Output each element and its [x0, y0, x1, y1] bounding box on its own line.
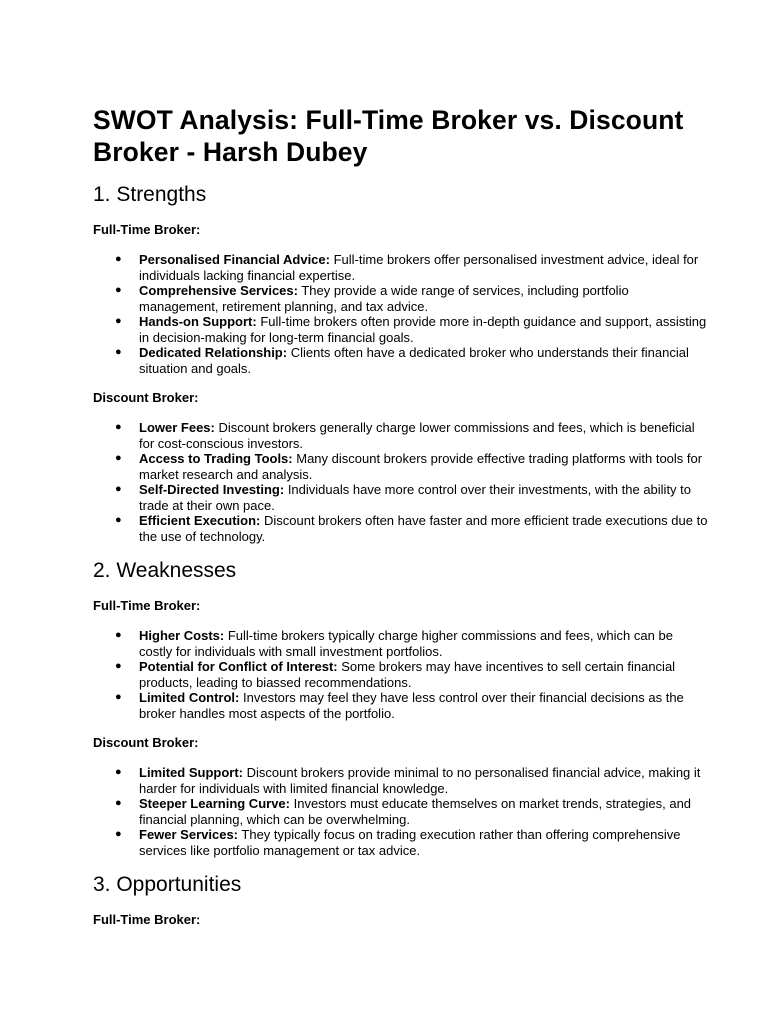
item-text: They typically focus on trading execution rather than offering comprehensive services like portfolio management or tax advice. [139, 827, 681, 858]
item-text: Investors may feel they have less control over their financial decisions as the broker handles most aspects of the portfolio. [139, 690, 684, 721]
item-text: Clients often have a dedicated broker who understands their financial situation and goals. [139, 345, 689, 376]
item-term: Steeper Learning Curve: [139, 796, 290, 811]
bullet-icon: ● [115, 253, 122, 265]
bullet-icon: ● [115, 483, 122, 495]
bullet-list [93, 765, 708, 858]
bullet-icon: ● [115, 766, 122, 778]
list-item [93, 796, 708, 827]
bullet-icon: ● [115, 797, 122, 809]
item-text: Investors must educate themselves on market trends, strategies, and financial planning, which can be overwhelming. [139, 796, 692, 827]
bullet-icon: ● [115, 284, 122, 296]
item-term: Fewer Services: [139, 827, 239, 842]
bullet-icon: ● [115, 629, 122, 641]
section-heading-strengths: 1. Strengths [93, 183, 207, 206]
list-item [93, 765, 708, 796]
item-text: Discount brokers generally charge lower commissions and fees, which is beneficial for cost-conscious investors. [139, 420, 695, 451]
group-label: Discount Broker: [93, 735, 199, 750]
item-text: Full-time brokers often provide more in-depth guidance and support, assisting in decision-making for long-term financial goals. [139, 314, 707, 345]
section-heading-weaknesses: 2. Weaknesses [93, 559, 237, 582]
group-label: Full-Time Broker: [93, 222, 201, 237]
bullet-icon: ● [115, 691, 122, 703]
document-title: SWOT Analysis: Full-Time Broker vs. Discount Broker - Harsh Dubey [93, 105, 684, 167]
bullet-list [93, 420, 708, 544]
bullet-icon: ● [115, 346, 122, 358]
item-text: Full-time brokers offer personalised investment advice, ideal for individuals lacking financial expertise. [139, 252, 699, 283]
group-label: Full-Time Broker: [93, 912, 201, 927]
item-text: They provide a wide range of services, including portfolio management, retirement planning, and tax advice. [139, 283, 629, 314]
list-item [93, 420, 708, 451]
list-item [93, 628, 708, 659]
bullet-icon: ● [115, 452, 122, 464]
bullet-list [93, 628, 708, 721]
list-item [93, 827, 708, 858]
list-item [93, 345, 708, 376]
item-term: Potential for Conflict of Interest: [139, 659, 338, 674]
group-label: Full-Time Broker: [93, 598, 201, 613]
bullet-list [93, 252, 708, 376]
list-item [93, 482, 708, 513]
item-term: Higher Costs: [139, 628, 225, 643]
bullet-icon: ● [115, 421, 122, 433]
section-heading-opportunities: 3. Opportunities [93, 873, 242, 896]
list-item [93, 659, 708, 690]
item-term: Hands-on Support: [139, 314, 257, 329]
item-text: Many discount brokers provide effective trading platforms with tools for market research and analysis. [139, 451, 703, 482]
bullet-icon: ● [115, 315, 122, 327]
item-term: Efficient Execution: [139, 513, 261, 528]
item-term: Personalised Financial Advice: [139, 252, 330, 267]
list-item [93, 314, 708, 345]
list-item [93, 513, 708, 544]
group-label: Discount Broker: [93, 390, 199, 405]
item-text: Some brokers may have incentives to sell certain financial products, leading to biassed recommendations. [139, 659, 676, 690]
list-item [93, 451, 708, 482]
item-term: Comprehensive Services: [139, 283, 298, 298]
item-term: Self-Directed Investing: [139, 482, 285, 497]
item-term: Lower Fees: [139, 420, 215, 435]
item-term: Dedicated Relationship: [139, 345, 288, 360]
item-term: Access to Trading Tools: [139, 451, 293, 466]
bullet-icon: ● [115, 660, 122, 672]
list-item [93, 690, 708, 721]
item-term: Limited Control: [139, 690, 240, 705]
list-item [93, 252, 708, 283]
item-text: Discount brokers often have faster and more efficient trade executions due to the use of technology. [139, 513, 708, 544]
bullet-icon: ● [115, 828, 122, 840]
item-text: Full-time brokers typically charge higher commissions and fees, which can be costly for individuals with small investment portfolios. [139, 628, 673, 659]
item-text: Discount brokers provide minimal to no personalised financial advice, making it harder for individuals with limited financial knowledge. [139, 765, 701, 796]
item-term: Limited Support: [139, 765, 243, 780]
bullet-icon: ● [115, 514, 122, 526]
item-text: Individuals have more control over their investments, with the ability to trade at their own pace. [139, 482, 692, 513]
list-item [93, 283, 708, 314]
